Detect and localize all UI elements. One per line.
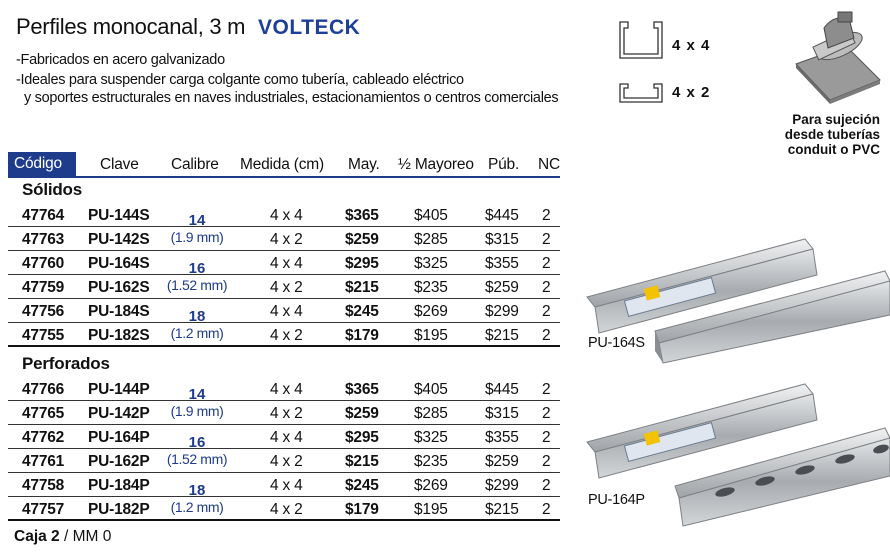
cell-codigo: 47762 <box>22 429 65 446</box>
cell-medio-mayoreo: $405 <box>414 381 448 398</box>
cell-nc: 2 <box>542 477 551 494</box>
cell-publico: $355 <box>485 429 519 446</box>
column-header-medio-mayoreo: ½ Mayoreo <box>398 156 474 173</box>
cell-medio-mayoreo: $325 <box>414 429 448 446</box>
cell-medio-mayoreo: $235 <box>414 453 448 470</box>
cell-clave: PU-142P <box>88 405 150 422</box>
cell-medio-mayoreo: $405 <box>414 207 448 224</box>
cell-medida: 4 x 2 <box>270 231 303 248</box>
column-header-codigo: Código <box>8 152 76 176</box>
cell-nc: 2 <box>542 381 551 398</box>
cell-medio-mayoreo: $235 <box>414 279 448 296</box>
brand-logo: VOLTECK <box>258 16 361 39</box>
pipe-clamp-image <box>788 8 882 104</box>
cell-publico: $215 <box>485 501 519 518</box>
cell-codigo: 47763 <box>22 231 65 248</box>
table-row <box>8 498 560 521</box>
cell-medida: 4 x 2 <box>270 279 303 296</box>
cell-mayoreo: $295 <box>345 255 379 272</box>
page-title: Perfiles monocanal, 3 m <box>16 14 246 39</box>
table-row <box>8 474 560 497</box>
calibre-number: 16 <box>188 260 206 277</box>
table-row <box>8 324 560 347</box>
table-row <box>8 378 560 401</box>
table-row <box>8 300 560 323</box>
cell-clave: PU-164S <box>88 255 150 272</box>
table-row <box>8 402 560 425</box>
clamp-caption-line: Para sujeción <box>792 112 880 127</box>
table-header <box>8 152 560 178</box>
cell-clave: PU-144S <box>88 207 150 224</box>
column-header-mayoreo: May. <box>348 156 380 173</box>
clamp-caption-line: conduit o PVC <box>787 142 880 157</box>
cell-codigo: 47766 <box>22 381 65 398</box>
table-row <box>8 450 560 473</box>
profile-4x4-label: 4 x 4 <box>672 37 711 54</box>
footer-caja: Caja 2 <box>14 528 60 545</box>
section-title-perforados: Perforados <box>22 354 110 373</box>
cell-codigo: 47758 <box>22 477 65 494</box>
caption-solid-channel: PU-164S <box>588 335 645 351</box>
cell-medio-mayoreo: $269 <box>414 477 448 494</box>
cell-codigo: 47761 <box>22 453 65 470</box>
table-row <box>8 252 560 275</box>
cell-nc: 2 <box>542 405 551 422</box>
profile-4x2-icon <box>616 82 666 104</box>
cell-publico: $259 <box>485 453 519 470</box>
calibre-number: 18 <box>188 482 206 499</box>
cell-publico: $315 <box>485 231 519 248</box>
column-header-publico: Púb. <box>488 156 520 173</box>
calibre-mm: (1.2 mm) <box>170 325 224 341</box>
cell-medio-mayoreo: $285 <box>414 405 448 422</box>
cell-medida: 4 x 4 <box>270 303 303 320</box>
cell-publico: $299 <box>485 303 519 320</box>
cell-mayoreo: $179 <box>345 327 379 344</box>
cell-medida: 4 x 4 <box>270 255 303 272</box>
cell-medida: 4 x 2 <box>270 327 303 344</box>
cell-clave: PU-184P <box>88 477 150 494</box>
cell-publico: $259 <box>485 279 519 296</box>
cell-publico: $299 <box>485 477 519 494</box>
cell-nc: 2 <box>542 255 551 272</box>
cell-medida: 4 x 2 <box>270 501 303 518</box>
clamp-caption <box>740 112 880 157</box>
cell-clave: PU-164P <box>88 429 150 446</box>
cell-mayoreo: $365 <box>345 381 379 398</box>
cell-clave: PU-182S <box>88 327 150 344</box>
calibre-group <box>162 386 232 419</box>
calibre-mm: (1.52 mm) <box>166 277 228 293</box>
cell-clave: PU-162P <box>88 453 150 470</box>
cell-codigo: 47760 <box>22 255 65 272</box>
cell-medio-mayoreo: $285 <box>414 231 448 248</box>
bullet-usage: -Ideales para suspender carga colgante como tubería, cableado eléctrico <box>16 72 464 88</box>
cell-codigo: 47755 <box>22 327 65 344</box>
cell-clave: PU-184S <box>88 303 150 320</box>
cell-medida: 4 x 4 <box>270 477 303 494</box>
cell-publico: $315 <box>485 405 519 422</box>
cell-nc: 2 <box>542 501 551 518</box>
cell-codigo: 47765 <box>22 405 65 422</box>
cell-medio-mayoreo: $195 <box>414 501 448 518</box>
calibre-group <box>162 434 232 467</box>
calibre-number: 16 <box>188 434 206 451</box>
cell-mayoreo: $215 <box>345 453 379 470</box>
column-header-clave: Clave <box>100 156 139 173</box>
calibre-number: 14 <box>188 386 206 403</box>
cell-nc: 2 <box>542 327 551 344</box>
calibre-mm: (1.52 mm) <box>166 451 228 467</box>
cell-nc: 2 <box>542 207 551 224</box>
cell-codigo: 47757 <box>22 501 65 518</box>
table-row <box>8 276 560 299</box>
cell-medida: 4 x 4 <box>270 381 303 398</box>
column-header-medida: Medida (cm) <box>240 156 324 173</box>
cell-clave: PU-144P <box>88 381 150 398</box>
calibre-number: 18 <box>188 308 206 325</box>
calibre-group <box>162 212 232 245</box>
calibre-mm: (1.9 mm) <box>170 403 224 419</box>
column-header-nc: NC <box>538 156 560 173</box>
table-row <box>8 426 560 449</box>
clamp-caption-line: desde tuberías <box>784 127 880 142</box>
table-row <box>8 204 560 227</box>
cell-publico: $215 <box>485 327 519 344</box>
cell-mayoreo: $215 <box>345 279 379 296</box>
cell-clave: PU-182P <box>88 501 150 518</box>
cell-medio-mayoreo: $269 <box>414 303 448 320</box>
cell-medida: 4 x 2 <box>270 405 303 422</box>
calibre-mm: (1.9 mm) <box>170 229 224 245</box>
caption-perforated-channel: PU-164P <box>588 492 645 508</box>
footer-packaging <box>14 528 111 546</box>
cell-medida: 4 x 2 <box>270 453 303 470</box>
cell-nc: 2 <box>542 279 551 296</box>
cell-nc: 2 <box>542 429 551 446</box>
cell-publico: $445 <box>485 381 519 398</box>
footer-mm: / MM 0 <box>59 528 112 545</box>
cell-mayoreo: $179 <box>345 501 379 518</box>
cell-codigo: 47759 <box>22 279 65 296</box>
bullet-usage-continued: y soportes estructurales en naves industriales, estacionamientos o centros comerciales <box>24 90 559 106</box>
cell-mayoreo: $245 <box>345 477 379 494</box>
cell-nc: 2 <box>542 453 551 470</box>
cell-medida: 4 x 4 <box>270 207 303 224</box>
cell-nc: 2 <box>542 303 551 320</box>
calibre-group <box>162 482 232 515</box>
cell-publico: $355 <box>485 255 519 272</box>
cell-mayoreo: $259 <box>345 231 379 248</box>
column-header-calibre: Calibre <box>171 156 219 173</box>
cell-medida: 4 x 4 <box>270 429 303 446</box>
calibre-group <box>162 260 232 293</box>
bullet-material: -Fabricados en acero galvanizado <box>16 52 225 68</box>
cell-mayoreo: $295 <box>345 429 379 446</box>
cell-mayoreo: $365 <box>345 207 379 224</box>
table-row <box>8 228 560 251</box>
cell-mayoreo: $259 <box>345 405 379 422</box>
cell-clave: PU-162S <box>88 279 150 296</box>
cell-codigo: 47756 <box>22 303 65 320</box>
cell-medio-mayoreo: $325 <box>414 255 448 272</box>
cell-mayoreo: $245 <box>345 303 379 320</box>
section-title-solidos: Sólidos <box>22 180 82 199</box>
cell-clave: PU-142S <box>88 231 150 248</box>
profile-4x4-icon <box>616 18 666 62</box>
calibre-group <box>162 308 232 341</box>
profile-4x2-label: 4 x 2 <box>672 84 711 101</box>
cell-publico: $445 <box>485 207 519 224</box>
cell-medio-mayoreo: $195 <box>414 327 448 344</box>
cell-nc: 2 <box>542 231 551 248</box>
calibre-mm: (1.2 mm) <box>170 499 224 515</box>
calibre-number: 14 <box>188 212 206 229</box>
cell-codigo: 47764 <box>22 207 65 224</box>
